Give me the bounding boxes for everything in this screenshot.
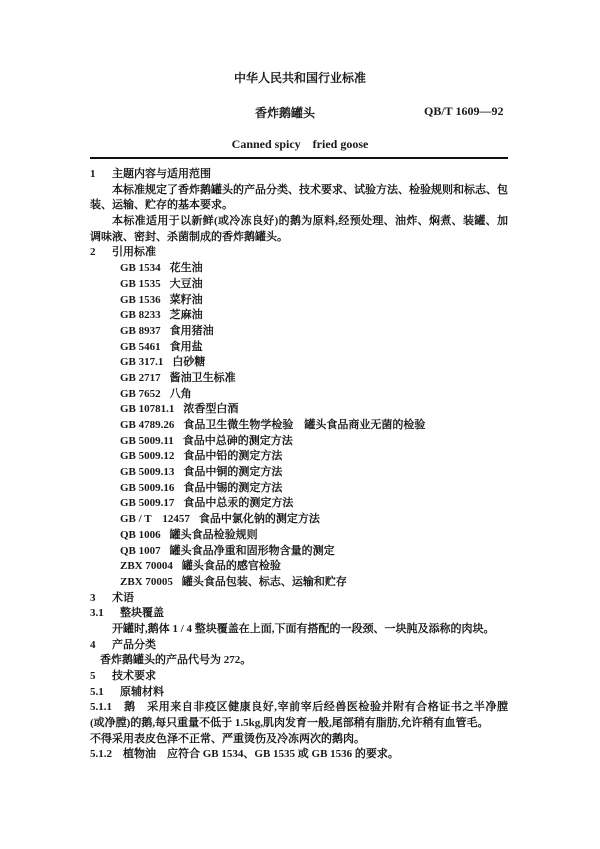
reference-name: 食品中总砷的测定方法 — [182, 434, 293, 447]
reference-name: 浓香型白酒 — [183, 403, 239, 416]
section-1-heading — [90, 167, 508, 183]
reference-name: 八角 — [169, 387, 192, 400]
reference-name: 花生油 — [169, 262, 203, 275]
english-title: Canned spicy fried goose — [231, 137, 369, 151]
subsection-3-1-heading — [90, 606, 508, 622]
reference-code: ZBX 70005 — [120, 575, 173, 588]
reference-item — [90, 387, 508, 403]
reference-item — [90, 481, 508, 497]
reference-item — [90, 575, 508, 591]
reference-item — [90, 544, 508, 560]
section-title: 术语 — [112, 591, 134, 604]
reference-code: GB 10781.1 — [120, 403, 175, 416]
section-title: 引用标准 — [112, 246, 156, 259]
section-number: 2 — [90, 246, 96, 259]
reference-name: 罐头食品净重和固形物含量的测定 — [169, 544, 335, 557]
reference-code: GB 1535 — [120, 277, 161, 290]
reference-name: 罐头食品的感官检验 — [181, 560, 281, 573]
reference-item — [90, 261, 508, 277]
section-number: 1 — [90, 168, 96, 180]
reference-item — [90, 528, 508, 544]
section-number: 5.1 — [90, 685, 104, 698]
reference-name: 食用猪油 — [169, 324, 214, 337]
reference-code: GB 8937 — [120, 324, 161, 337]
reference-item — [90, 559, 508, 575]
reference-item — [90, 355, 508, 371]
paragraph-line — [90, 747, 508, 763]
section-number: 4 — [90, 638, 96, 651]
section-title: 技术要求 — [112, 670, 156, 682]
section-title: 原辅材料 — [120, 685, 164, 698]
paragraph-line: 调味液、密封、杀菌制成的香炸鹅罐头。 — [90, 230, 288, 243]
reference-code: GB 1536 — [120, 293, 161, 306]
section-number: 5 — [90, 670, 96, 682]
section-title: 产品分类 — [112, 638, 156, 651]
section-title: 主题内容与适用范围 — [112, 168, 211, 180]
reference-name: 大豆油 — [169, 277, 203, 290]
reference-item — [90, 340, 508, 356]
section-4-heading — [90, 638, 508, 654]
section-number: 3.1 — [90, 607, 104, 620]
clause-label: 鹅 — [124, 701, 136, 714]
reference-code: GB 2717 — [120, 371, 161, 384]
reference-code: GB 317.1 — [120, 356, 164, 369]
standard-org-header: 中华人民共和国行业标准 — [233, 71, 366, 85]
reference-name: 罐头食品检验规则 — [169, 528, 258, 541]
reference-item — [90, 308, 508, 324]
clause-text: 采用来自非疫区健康良好,宰前宰后经兽医检验并附有合格证书之半净膛 — [147, 701, 508, 714]
reference-item — [90, 496, 508, 512]
paragraph-line: (或净膛)的鹅,每只重量不低于 1.5kg,肌肉发育一般,尾部稍有脂肪,允许稍有血管毛。 — [90, 717, 489, 730]
reference-code: GB 1534 — [120, 262, 161, 275]
section-2-heading — [90, 245, 508, 261]
reference-code: QB 1007 — [120, 544, 161, 557]
document-body — [90, 167, 508, 763]
section-3-heading — [90, 591, 508, 607]
reference-item — [90, 449, 508, 465]
reference-code: GB / T 12457 — [120, 513, 190, 526]
reference-code: GB 5009.16 — [120, 481, 175, 494]
reference-item — [90, 418, 508, 434]
header-rule — [90, 157, 508, 159]
reference-name: 食品卫生微生物学检验 罐头食品商业无菌的检验 — [183, 419, 426, 431]
document-title: 香炸鹅罐头 — [255, 106, 316, 120]
reference-code: QB 1006 — [120, 528, 161, 541]
reference-code: GB 4789.26 — [120, 419, 175, 431]
subsection-5-1-heading — [90, 685, 508, 701]
paragraph-line: 香炸鹅罐头的产品代号为 272。 — [100, 654, 252, 667]
clause-label: 植物油 — [123, 748, 156, 761]
paragraph-line: 不得采用表皮色泽不正常、严重烫伤及冷冻两次的鹅肉。 — [90, 732, 365, 745]
reference-name: 酱油卫生标准 — [169, 371, 236, 384]
reference-name: 罐头食品包装、标志、运输和贮存 — [181, 575, 347, 588]
paragraph-line: 本标准适用于以新鲜(或冷冻良好)的鹅为原料,经预处理、油炸、焖煮、装罐、加 — [112, 215, 508, 228]
reference-name: 食品中铅的测定方法 — [183, 450, 283, 463]
clause-number: 5.1.1 — [90, 701, 112, 714]
reference-name: 菜籽油 — [169, 293, 203, 306]
reference-code: ZBX 70004 — [120, 560, 173, 573]
reference-list — [90, 261, 508, 590]
reference-item — [90, 277, 508, 293]
clause-number: 5.1.2 — [90, 748, 112, 761]
reference-name: 白砂糖 — [172, 356, 206, 369]
reference-name: 食品中氯化钠的测定方法 — [198, 513, 320, 526]
paragraph-line: 开罐时,鹅体 1 / 4 整块覆盖在上面,下面有搭配的一段颈、一块肫及添称的肉块。 — [112, 622, 495, 635]
reference-item — [90, 512, 508, 528]
reference-name: 食品中总汞的测定方法 — [183, 497, 294, 510]
standard-code: QB/T 1609—92 — [424, 104, 504, 118]
reference-item — [90, 402, 508, 418]
reference-name: 芝麻油 — [169, 309, 203, 322]
reference-item — [90, 434, 508, 450]
reference-code: GB 5009.13 — [120, 466, 175, 479]
reference-name: 食品中铜的测定方法 — [183, 466, 283, 479]
reference-code: GB 5009.17 — [120, 497, 175, 510]
reference-name: 食用盐 — [169, 340, 203, 353]
section-number: 3 — [90, 591, 96, 604]
paragraph-line — [90, 700, 508, 716]
reference-item — [90, 371, 508, 387]
reference-item — [90, 324, 508, 340]
reference-item — [90, 465, 508, 481]
section-5-heading — [90, 669, 508, 685]
reference-code: GB 8233 — [120, 309, 161, 322]
section-title: 整块覆盖 — [120, 607, 164, 620]
reference-name: 食品中锡的测定方法 — [183, 481, 283, 494]
paragraph-line: 装、运输、贮存的基本要求。 — [90, 199, 233, 212]
reference-code: GB 5009.11 — [120, 434, 174, 447]
paragraph-line: 本标准规定了香炸鹅罐头的产品分类、技术要求、试验方法、检验规则和标志、包 — [112, 183, 508, 196]
reference-code: GB 5009.12 — [120, 450, 175, 463]
reference-code: GB 5461 — [120, 340, 161, 353]
reference-code: GB 7652 — [120, 387, 161, 400]
reference-item — [90, 293, 508, 309]
clause-text: 应符合 GB 1534、GB 1535 或 GB 1536 的要求。 — [167, 748, 399, 761]
